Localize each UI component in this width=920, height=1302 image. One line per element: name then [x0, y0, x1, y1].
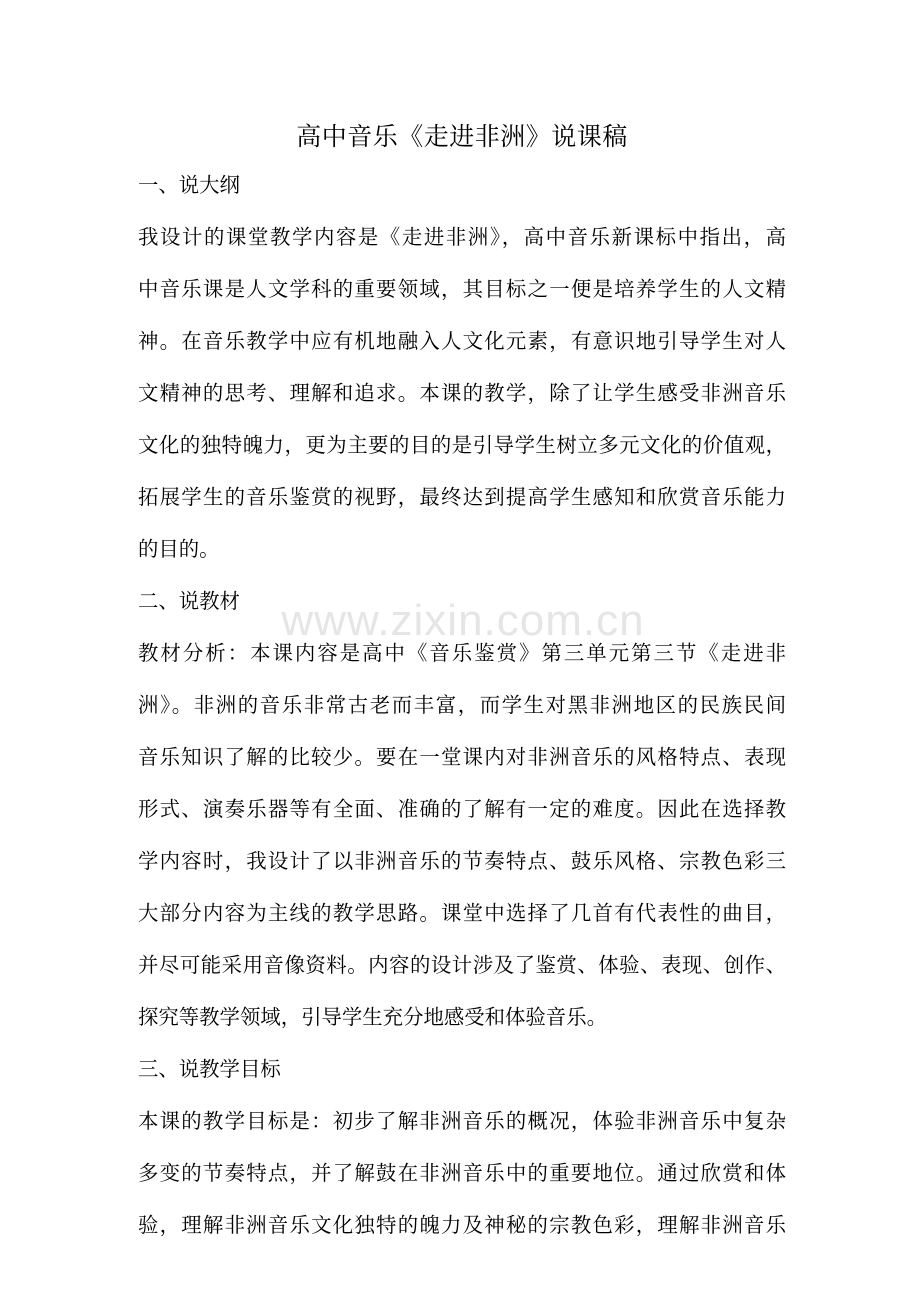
paragraph-line: 教材分析：本课内容是高中《音乐鉴赏》第三单元第三节《走进非	[138, 641, 786, 665]
paragraph-line: 中音乐课是人文学科的重要领域，其目标之一便是培养学生的人文精	[138, 277, 786, 301]
paragraph-line: 我设计的课堂教学内容是《走进非洲》，高中音乐新课标中指出，高	[138, 225, 786, 249]
paragraph-line: 文精神的思考、理解和追求。本课的教学，除了让学生感受非洲音乐	[138, 381, 786, 405]
paragraph-line: 拓展学生的音乐鉴赏的视野，最终达到提高学生感知和欣赏音乐能力	[138, 485, 786, 509]
paragraph-line: 多变的节奏特点，并了解鼓在非洲音乐中的重要地位。通过欣赏和体	[138, 1161, 786, 1185]
paragraph-line: 验，理解非洲音乐文化独特的魄力及神秘的宗教色彩，理解非洲音乐	[138, 1213, 786, 1237]
paragraph-line: 的目的。	[138, 537, 220, 561]
paragraph-line: 形式、演奏乐器等有全面、准确的了解有一定的难度。因此在选择教	[138, 797, 786, 821]
paragraph-line: 本课的教学目标是：初步了解非洲音乐的概况，体验非洲音乐中复杂	[138, 1109, 786, 1133]
section-heading: 三、说教学目标	[138, 1057, 281, 1081]
paragraph-line: 音乐知识了解的比较少。要在一堂课内对非洲音乐的风格特点、表现	[138, 745, 786, 769]
document-page	[138, 112, 786, 1244]
paragraph-line: 洲》。非洲的音乐非常古老而丰富，而学生对黑非洲地区的民族民间	[138, 693, 786, 717]
document-title: 高中音乐《走进非洲》说课稿	[296, 122, 628, 151]
section-heading: 二、说教材	[138, 589, 240, 613]
paragraph-line: 神。在音乐教学中应有机地融入人文化元素，有意识地引导学生对人	[138, 329, 786, 353]
paragraph-line: 并尽可能采用音像资料。内容的设计涉及了鉴赏、体验、表现、创作、	[138, 953, 786, 977]
section-heading: 一、说大纲	[138, 173, 240, 197]
paragraph-line: 文化的独特魄力，更为主要的目的是引导学生树立多元文化的价值观，	[138, 433, 786, 457]
watermark: www.zixin.com.cn	[281, 596, 645, 645]
paragraph-line: 探究等教学领域，引导学生充分地感受和体验音乐。	[138, 1005, 607, 1029]
paragraph-line: 大部分内容为主线的教学思路。课堂中选择了几首有代表性的曲目，	[138, 901, 786, 925]
paragraph-line: 学内容时，我设计了以非洲音乐的节奏特点、鼓乐风格、宗教色彩三	[138, 849, 786, 873]
